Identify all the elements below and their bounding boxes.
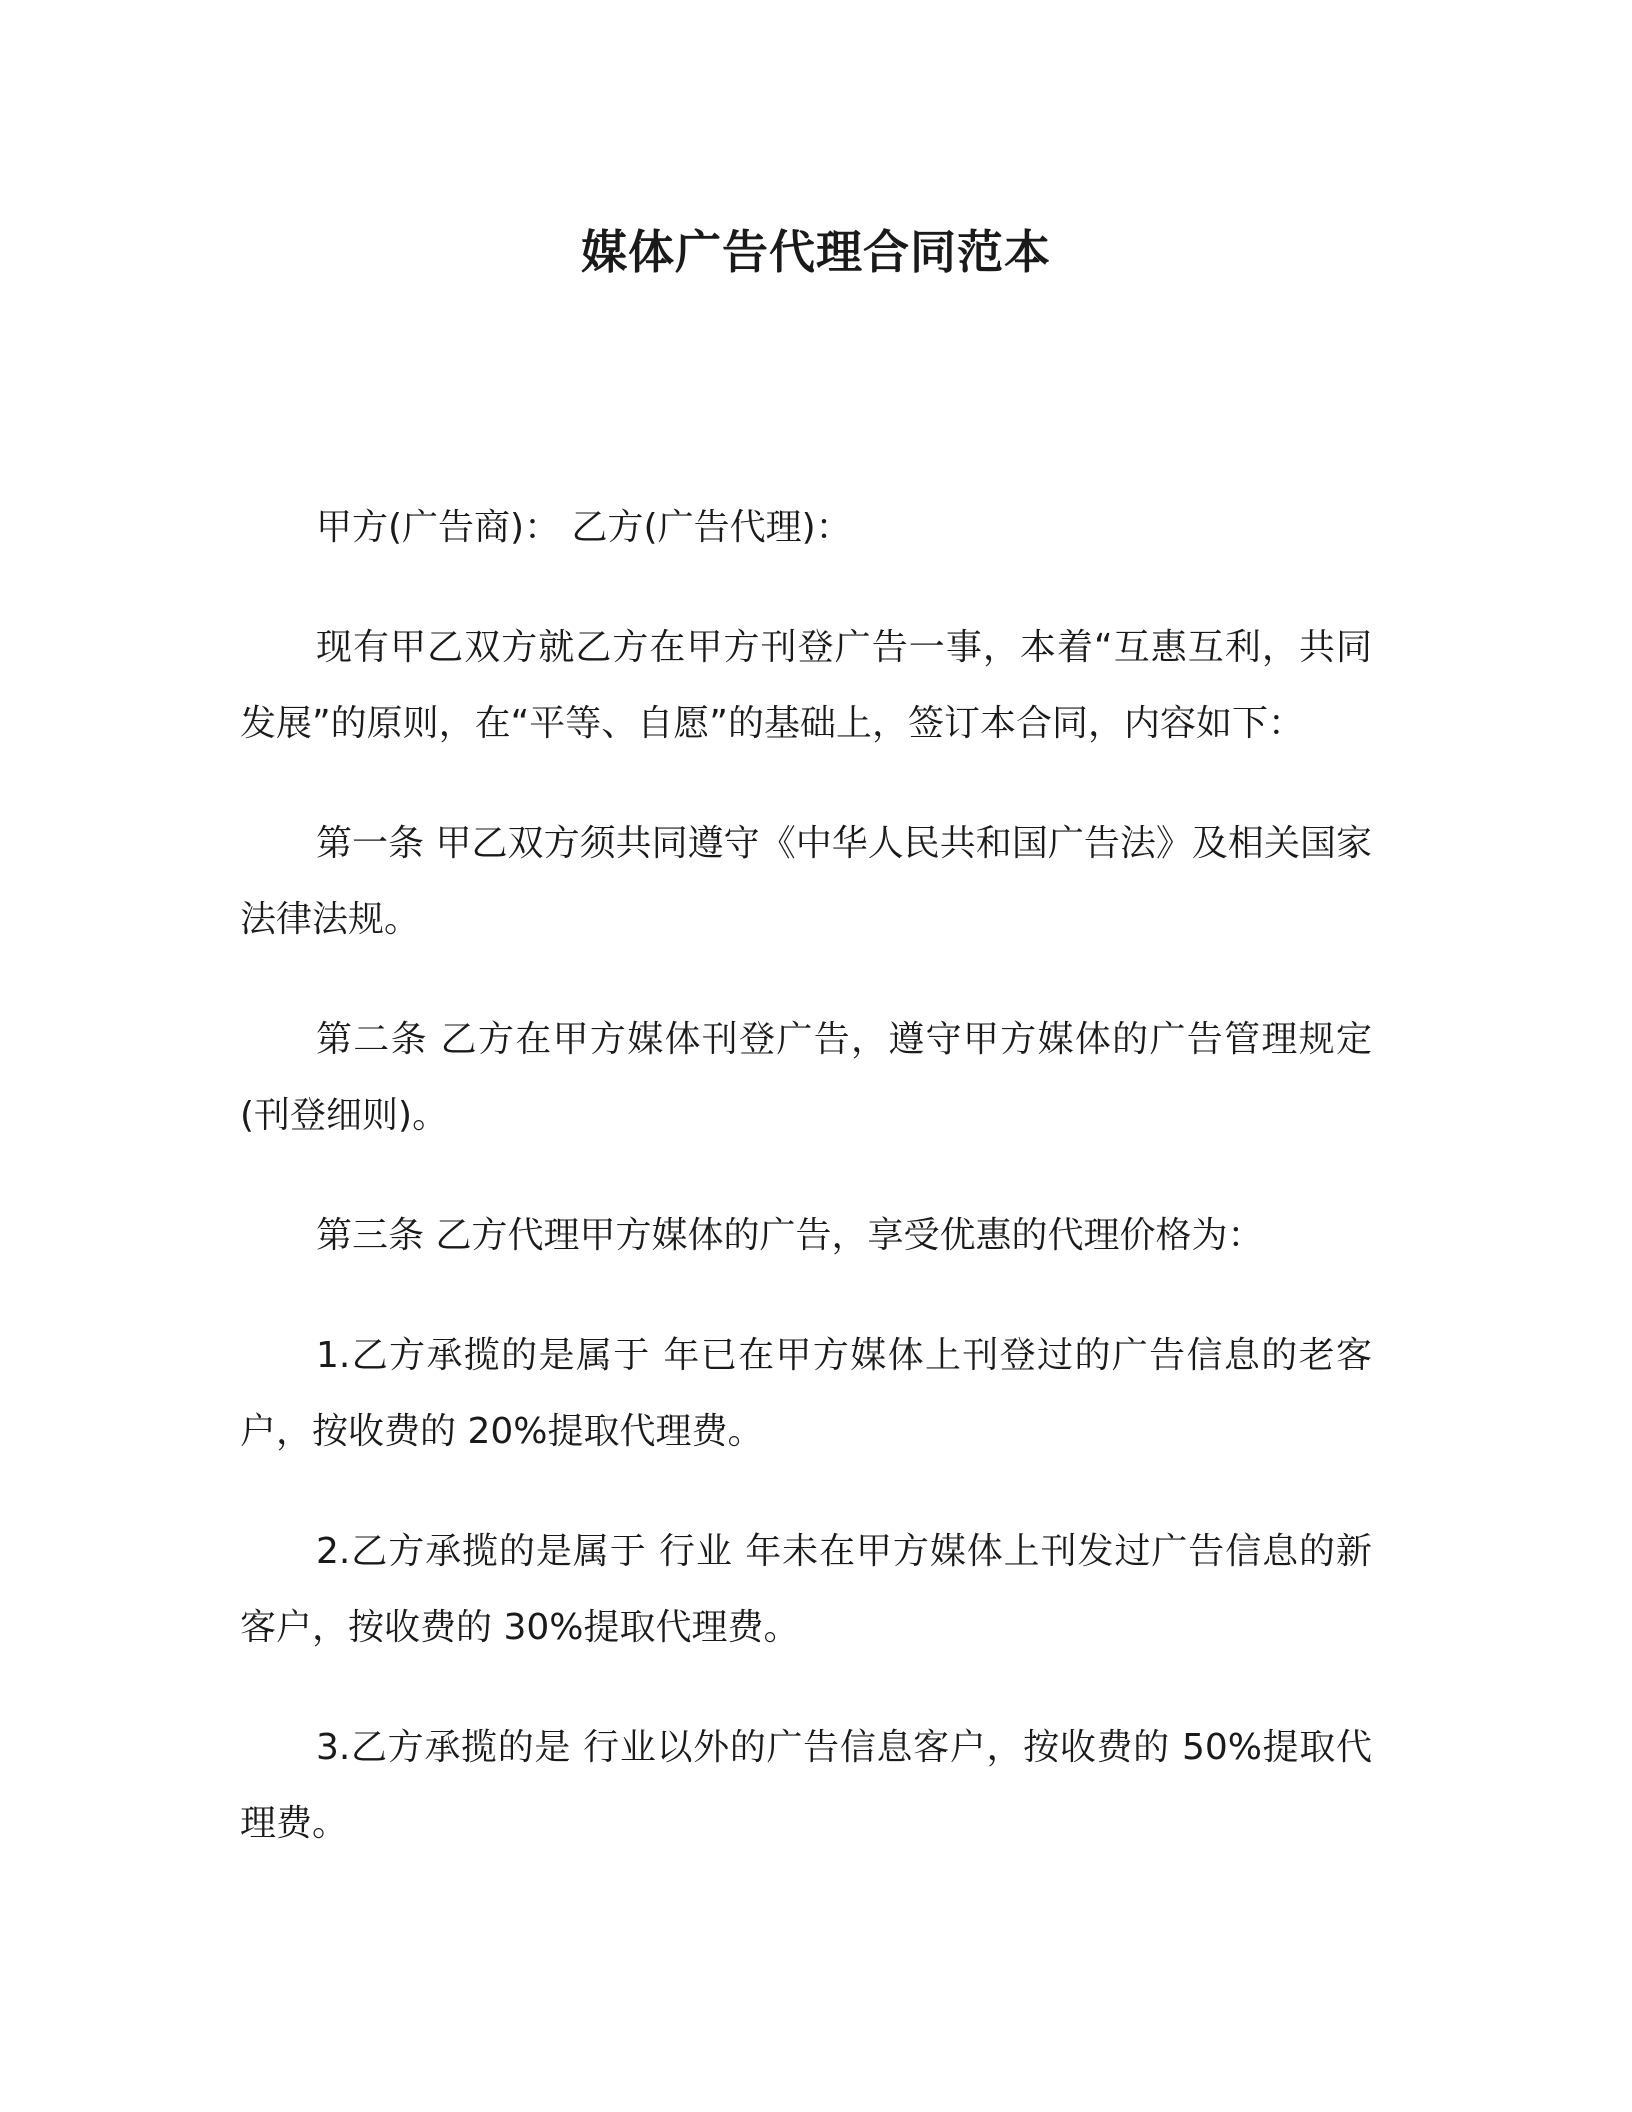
article-3-item-1: 1.乙方承揽的是属于 年已在甲方媒体上刊登过的广告信息的老客户，按收费的 20%提取代理费。 (240, 1335, 1372, 1452)
contract-body (240, 490, 1372, 1906)
preamble-paragraph: 现有甲乙双方就乙方在甲方刊登广告一事，本着“互惠互利，共同发展”的原则，在“平等、自愿”的基础上，签订本合同，内容如下： (240, 627, 1372, 744)
article-3-item-3: 3.乙方承揽的是 行业以外的广告信息客户，按收费的 50%提取代理费。 (240, 1727, 1372, 1844)
article-3: 第三条 乙方代理甲方媒体的广告，享受优惠的代理价格为： (316, 1215, 1264, 1256)
article-2: 第二条 乙方在甲方媒体刊登广告，遵守甲方媒体的广告管理规定(刊登细则)。 (240, 1019, 1372, 1136)
parties-line: 甲方(广告商)： 乙方(广告代理)： (316, 507, 852, 548)
article-1: 第一条 甲乙双方须共同遵守《中华人民共和国广告法》及相关国家法律法规。 (240, 823, 1372, 940)
article-3-item-2: 2.乙方承揽的是属于 行业 年未在甲方媒体上刊发过广告信息的新客户，按收费的 30%提取代理费。 (240, 1531, 1372, 1648)
document-title: 媒体广告代理合同范本 (581, 225, 1051, 279)
